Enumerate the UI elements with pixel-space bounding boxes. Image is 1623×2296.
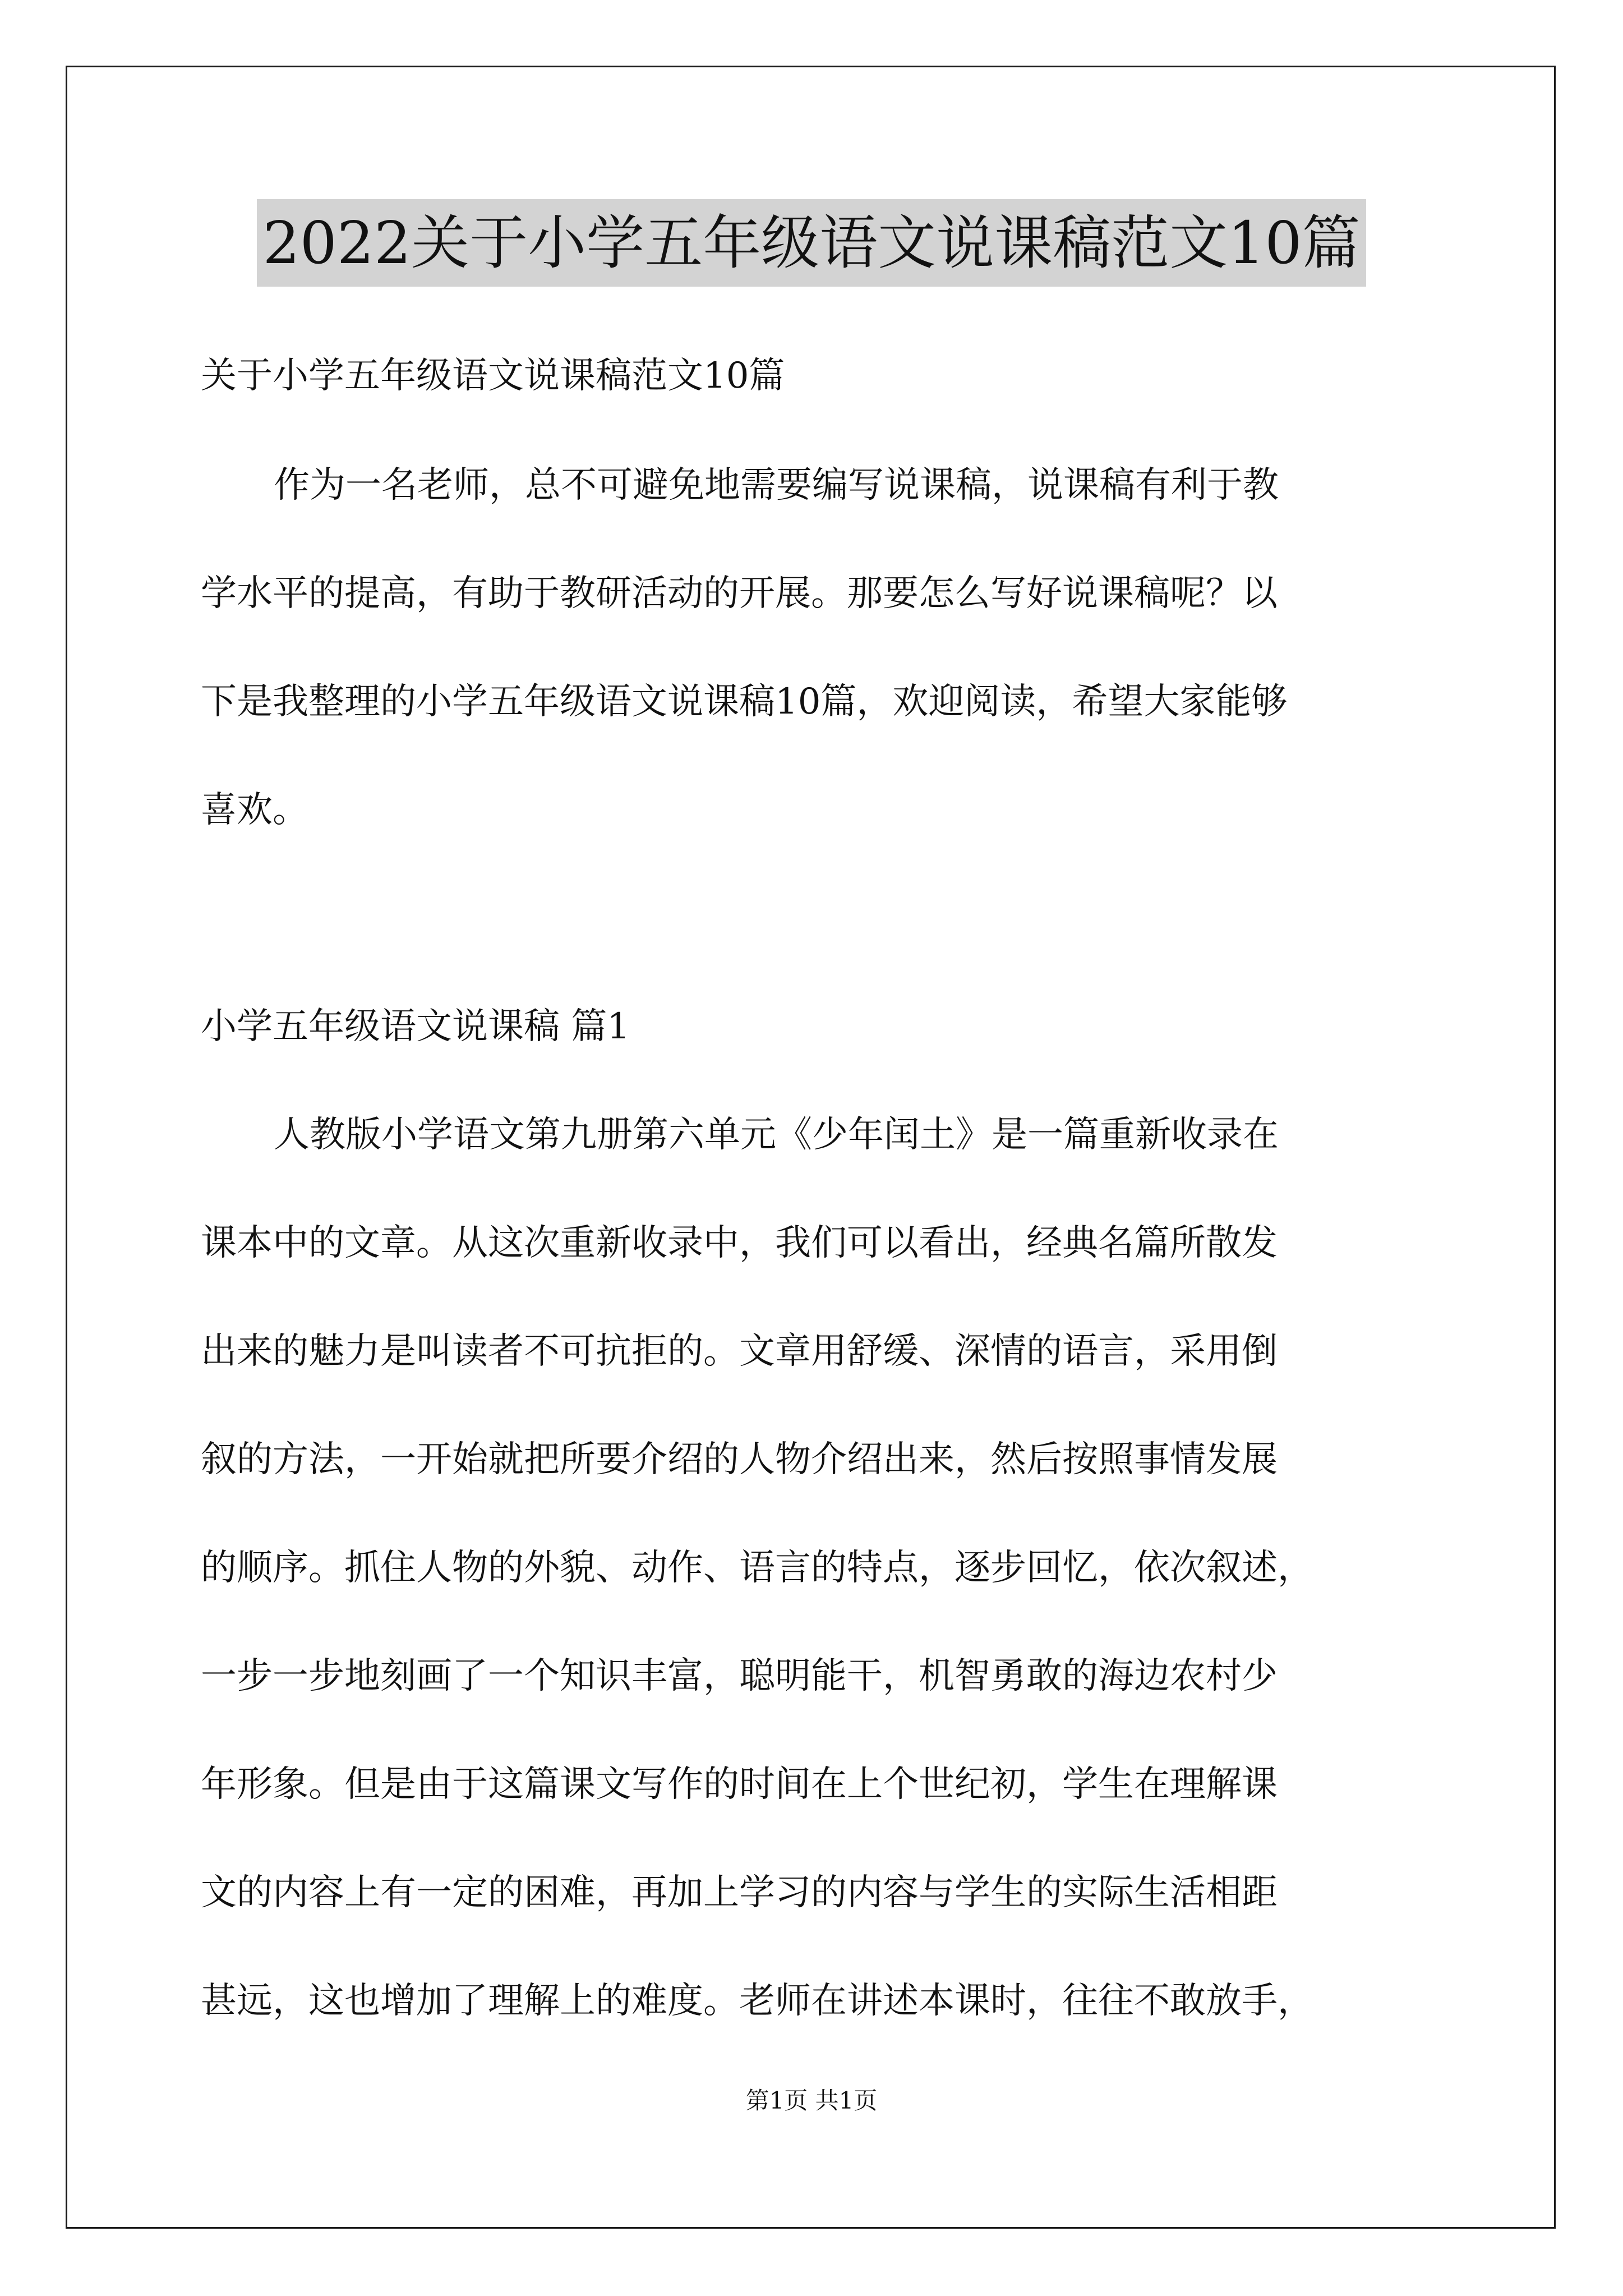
- document-subtitle: 关于小学五年级语文说课稿范文10篇: [201, 355, 785, 397]
- intro-line: 作为一名老师，总不可避免地需要编写说课稿，说课稿有利于教: [274, 464, 1279, 506]
- body-line: 年形象。但是由于这篇课文写作的时间在上个世纪初，学生在理解课: [201, 1764, 1278, 1805]
- body-line: 一步一步地刻画了一个知识丰富，聪明能干，机智勇敢的海边农村少: [201, 1655, 1278, 1697]
- intro-line: 喜欢。: [201, 789, 308, 831]
- body-line: 课本中的文章。从这次重新收录中，我们可以看出，经典名篇所散发: [201, 1222, 1278, 1264]
- body-line: 甚远，这也增加了理解上的难度。老师在讲述本课时，往往不敢放手，: [201, 1980, 1313, 2022]
- body-line: 人教版小学语文第九册第六单元《少年闰土》是一篇重新收录在: [274, 1114, 1279, 1156]
- body-line: 叙的方法，一开始就把所要介绍的人物介绍出来，然后按照事情发展: [201, 1439, 1278, 1480]
- body-line: 文的内容上有一定的困难，再加上学习的内容与学生的实际生活相距: [201, 1872, 1278, 1913]
- document-title: 2022关于小学五年级语文说课稿范文10篇: [257, 199, 1366, 287]
- intro-line: 学水平的提高，有助于教研活动的开展。那要怎么写好说课稿呢？以: [201, 573, 1278, 614]
- body-line: 的顺序。抓住人物的外貌、动作、语言的特点，逐步回忆，依次叙述，: [201, 1547, 1313, 1589]
- intro-line: 下是我整理的小学五年级语文说课稿10篇，欢迎阅读，希望大家能够: [201, 681, 1288, 723]
- title-container: [0, 199, 1623, 287]
- body-line: 出来的魅力是叫读者不可抗拒的。文章用舒缓、深情的语言，采用倒: [201, 1331, 1278, 1372]
- section-heading: 小学五年级语文说课稿 篇1: [201, 1006, 630, 1047]
- page-footer: 第1页 共1页: [745, 2087, 878, 2114]
